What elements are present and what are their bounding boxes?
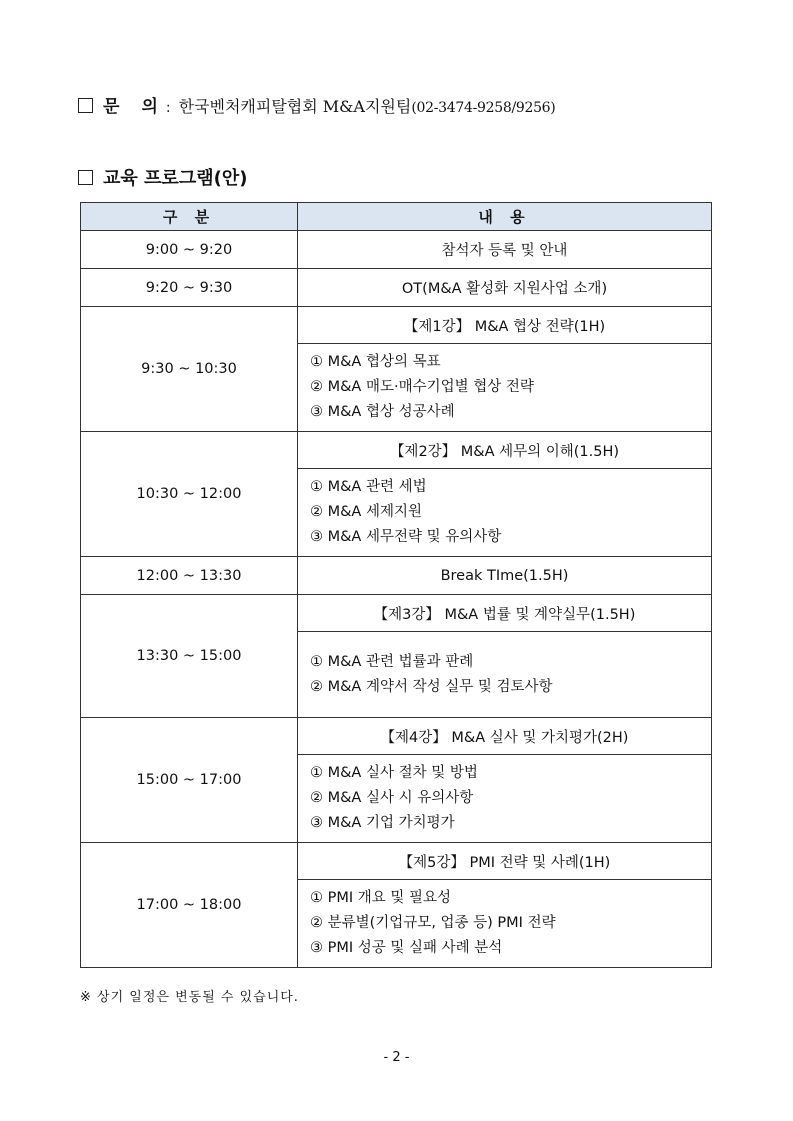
time-cell: 13:30 ~ 15:00 <box>81 595 298 718</box>
list-item: ② M&A 세제지원 <box>310 504 422 520</box>
time-cell: 9:00 ~ 9:20 <box>81 231 298 269</box>
list-item: ③ M&A 협상 성공사례 <box>310 404 455 420</box>
list-item: ② M&A 매도·매수기업별 협상 전략 <box>310 379 534 395</box>
lecture-items <box>298 344 712 432</box>
time-cell: 9:30 ~ 10:30 <box>81 307 298 432</box>
table-row <box>81 718 712 755</box>
section-title <box>78 164 247 190</box>
program-table <box>80 202 712 968</box>
list-item: ② M&A 계약서 작성 실무 및 검토사항 <box>310 678 553 695</box>
header-content: 내 용 <box>298 203 712 231</box>
inquiry-line <box>78 92 555 117</box>
time-cell: 10:30 ~ 12:00 <box>81 432 298 557</box>
inquiry-colon: : <box>165 100 171 116</box>
list-item: ① M&A 관련 세법 <box>310 479 427 495</box>
lecture-title: 【제2강】 M&A 세무의 이해(1.5H) <box>298 432 712 469</box>
lecture-title: 【제3강】 M&A 법률 및 계약실무(1.5H) <box>298 595 712 632</box>
lecture-items <box>298 755 712 843</box>
time-cell: 17:00 ~ 18:00 <box>81 843 298 968</box>
list-item: ① M&A 실사 절차 및 방법 <box>310 765 478 781</box>
inquiry-phone: (02-3474-9258/9256) <box>411 100 556 116</box>
schedule-note: ※ 상기 일정은 변동될 수 있습니다. <box>80 990 299 1005</box>
inquiry-label-2: 의 <box>141 97 158 117</box>
list-item: ② 분류별(기업규모, 업종 등) PMI 전략 <box>310 915 556 931</box>
time-cell: 12:00 ~ 13:30 <box>81 557 298 595</box>
list-item: ① M&A 관련 법률과 판례 <box>310 653 474 670</box>
lecture-title: 【제4강】 M&A 실사 및 가치평가(2H) <box>298 718 712 755</box>
table-header-row <box>81 203 712 231</box>
content-cell: Break TIme(1.5H) <box>298 557 712 595</box>
checkbox-square-icon <box>78 98 93 113</box>
list-item: ③ PMI 성공 및 실패 사례 분석 <box>310 940 503 956</box>
lecture-items <box>298 469 712 557</box>
list-item: ② M&A 실사 시 유의사항 <box>310 790 474 806</box>
lecture-title: 【제5강】 PMI 전략 및 사례(1H) <box>298 843 712 880</box>
table-row <box>81 307 712 344</box>
table-row <box>81 557 712 595</box>
table-row <box>81 432 712 469</box>
table-row <box>81 595 712 632</box>
list-item: ① M&A 협상의 목표 <box>310 354 441 370</box>
inquiry-organization: 한국벤처캐피탈협회 M&A지원팀 <box>178 97 412 116</box>
list-item: ① PMI 개요 및 필요성 <box>310 890 452 906</box>
content-cell: OT(M&A 활성화 지원사업 소개) <box>298 269 712 307</box>
header-division: 구 분 <box>81 203 298 231</box>
time-cell: 9:20 ~ 9:30 <box>81 269 298 307</box>
table-row <box>81 269 712 307</box>
inquiry-label: 문 <box>103 97 120 117</box>
table-row <box>81 843 712 880</box>
list-item: ③ M&A 세무전략 및 유의사항 <box>310 529 502 545</box>
page-number: - 2 - <box>383 1050 410 1065</box>
content-cell: 참석자 등록 및 안내 <box>298 231 712 269</box>
time-cell: 15:00 ~ 17:00 <box>81 718 298 843</box>
section-title-text: 교육 프로그램(안) <box>103 168 248 189</box>
lecture-items <box>298 632 712 718</box>
checkbox-square-icon <box>78 170 93 185</box>
lecture-items <box>298 880 712 968</box>
table-row <box>81 231 712 269</box>
lecture-title: 【제1강】 M&A 협상 전략(1H) <box>298 307 712 344</box>
list-item: ③ M&A 기업 가치평가 <box>310 815 455 831</box>
